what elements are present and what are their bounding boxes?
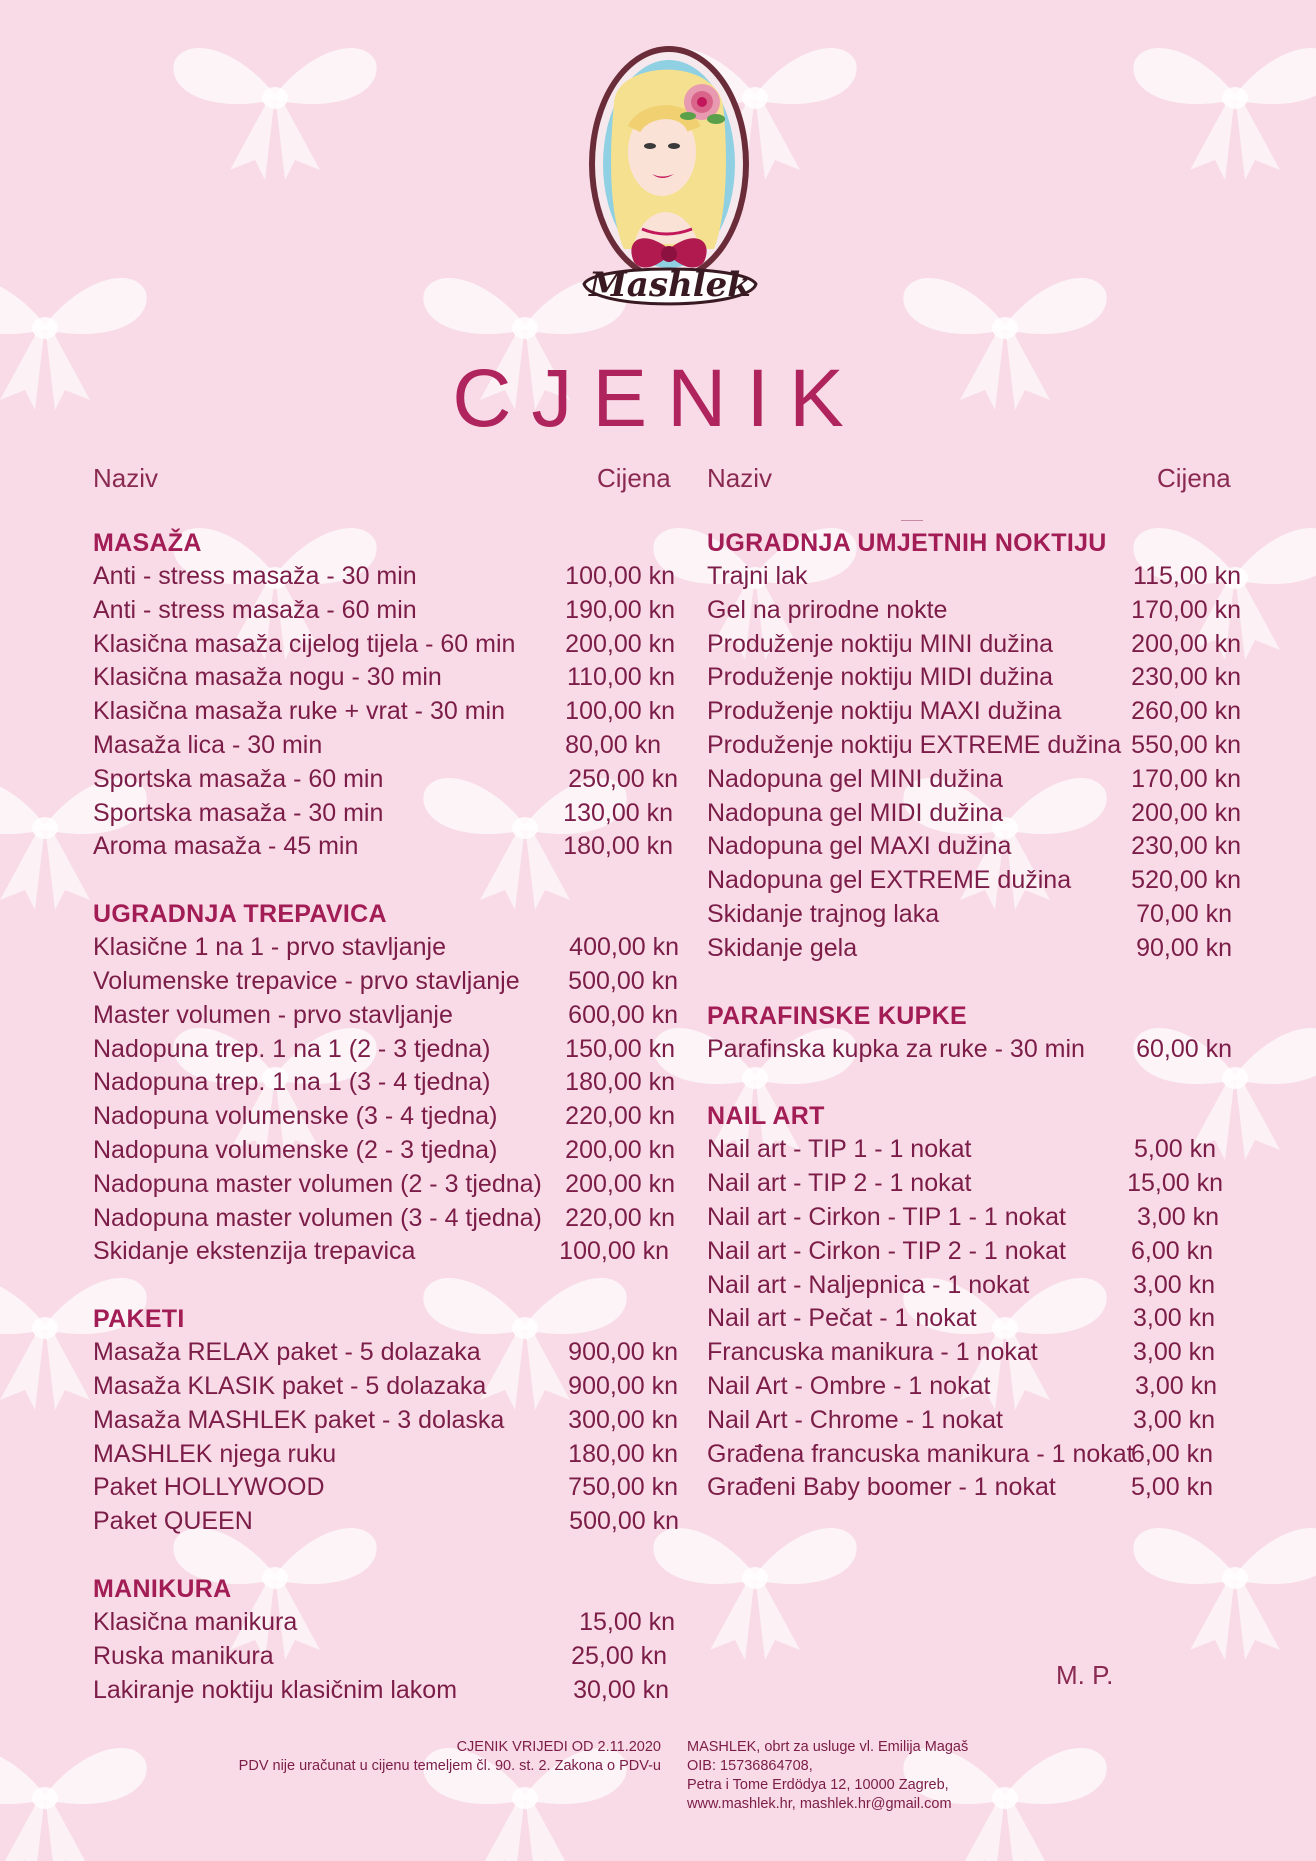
- item-name: Volumenske trepavice - prvo stavljanje: [93, 966, 520, 995]
- item-price: 100,00 kn: [559, 1237, 669, 1266]
- price-row: [93, 931, 685, 965]
- section-title: UGRADNJA UMJETNIH NOKTIJU: [707, 529, 1107, 557]
- item-price: 170,00 kn: [1131, 595, 1241, 624]
- item-price: 5,00 kn: [1130, 1473, 1213, 1502]
- item-name: Klasična masaža ruke + vrat - 30 min: [93, 697, 505, 726]
- section-title: NAIL ART: [707, 1102, 825, 1131]
- item-price: 130,00 kn: [563, 798, 673, 827]
- item-name: Sportska masaža - 60 min: [93, 764, 384, 793]
- item-price: 90,00 kn: [1136, 933, 1232, 962]
- logo-wordmark: Mashlek: [589, 265, 751, 305]
- item-price: 70,00 kn: [1136, 899, 1232, 928]
- price-row: [93, 1235, 685, 1269]
- price-row: [707, 1269, 1241, 1303]
- item-name: Nadopuna trep. 1 na 1 (2 - 3 tjedna): [93, 1034, 491, 1063]
- item-price: 3,00 kn: [1132, 1338, 1215, 1367]
- item-name: Parafinska kupka za ruke - 30 min: [707, 1034, 1085, 1063]
- price-row: [93, 1606, 685, 1640]
- item-price: 180,00 kn: [565, 1068, 675, 1097]
- price-row: [707, 830, 1241, 864]
- price-row: [93, 1438, 685, 1472]
- price-row: [93, 1640, 685, 1674]
- item-price: 900,00 kn: [568, 1371, 678, 1400]
- item-name: Građeni Baby boomer - 1 nokat: [707, 1473, 1056, 1502]
- item-price: 520,00 kn: [1131, 866, 1241, 895]
- item-price: 180,00 kn: [563, 832, 673, 861]
- item-name: Klasična masaža nogu - 30 min: [93, 663, 442, 692]
- price-row: [93, 1134, 685, 1168]
- item-name: Nail art - Pečat - 1 nokat: [707, 1304, 977, 1333]
- item-price: 3,00 kn: [1132, 1304, 1215, 1333]
- item-name: Nail art - Naljepnica - 1 nokat: [707, 1270, 1030, 1299]
- price-row: [707, 1133, 1241, 1167]
- item-name: Skidanje ekstenzija trepavica: [93, 1237, 416, 1266]
- pin-up-portrait-logo: [574, 34, 764, 344]
- item-price: 15,00 kn: [1127, 1169, 1223, 1198]
- price-row: [93, 797, 685, 831]
- footer-validity-note: [239, 1738, 661, 1776]
- section-manikura: [93, 1572, 685, 1707]
- price-row: [707, 1033, 1241, 1067]
- price-row: [707, 1235, 1241, 1269]
- price-row: [707, 763, 1241, 797]
- item-name: Nadopuna gel MAXI dužina: [707, 832, 1012, 861]
- item-price: 300,00 kn: [568, 1405, 678, 1434]
- price-row: [93, 965, 685, 999]
- item-name: Klasična masaža cijelog tijela - 60 min: [93, 629, 516, 658]
- item-name: Skidanje trajnog laka: [707, 899, 940, 928]
- item-price: 200,00 kn: [565, 629, 675, 658]
- item-name: Produženje noktiju EXTREME dužina: [707, 730, 1122, 759]
- price-row: [93, 1100, 685, 1134]
- price-row: [93, 594, 685, 628]
- price-row: [93, 830, 685, 864]
- item-name: Ruska manikura: [93, 1641, 274, 1670]
- item-name: Trajni lak: [707, 562, 808, 590]
- item-price: 230,00 kn: [1131, 663, 1241, 692]
- item-price: 100,00 kn: [565, 697, 675, 726]
- item-name: Masaža RELAX paket - 5 dolazaka: [93, 1338, 481, 1367]
- item-name: Nadopuna gel EXTREME dužina: [707, 866, 1072, 895]
- price-row: [707, 1438, 1241, 1472]
- price-row: [93, 729, 685, 763]
- price-row: [707, 1404, 1241, 1438]
- item-name: Nail art - Cirkon - TIP 2 - 1 nokat: [707, 1236, 1066, 1265]
- footer-line: OIB: 15736864708,: [687, 1758, 813, 1774]
- price-row: [707, 695, 1241, 729]
- item-price: 80,00 kn: [565, 730, 661, 759]
- section-title: MANIKURA: [93, 1574, 232, 1603]
- left-column-name-header: Naziv: [93, 463, 159, 493]
- item-name: Sportska masaža - 30 min: [93, 798, 384, 827]
- section-title: UGRADNJA TREPAVICA: [93, 900, 387, 929]
- item-name: Nadopuna master volumen (3 - 4 tjedna): [93, 1203, 542, 1232]
- item-name: Klasična manikura: [93, 1607, 298, 1636]
- item-price: 150,00 kn: [565, 1034, 675, 1063]
- item-name: Produženje noktiju MIDI dužina: [707, 663, 1054, 692]
- section-ugradnja-umjetnih-noktiju: [707, 526, 1241, 966]
- price-row: [707, 797, 1241, 831]
- item-name: Nail art - TIP 2 - 1 nokat: [707, 1169, 972, 1198]
- left-column-price-header: Cijena: [597, 463, 671, 493]
- price-row: [707, 1167, 1241, 1201]
- section-title: MASAŽA: [93, 529, 202, 557]
- item-name: Nail Art - Chrome - 1 nokat: [707, 1405, 1003, 1434]
- price-row: [707, 932, 1241, 966]
- item-name: Nadopuna volumenske (3 - 4 tjedna): [93, 1102, 498, 1131]
- right-price-column: [707, 526, 1241, 1538]
- item-name: Master volumen - prvo stavljanje: [93, 1000, 453, 1029]
- price-row: [93, 560, 685, 594]
- item-price: 500,00 kn: [568, 966, 678, 995]
- item-price: 600,00 kn: [568, 1000, 678, 1029]
- item-price: 6,00 kn: [1130, 1439, 1213, 1468]
- price-row: [93, 1471, 685, 1505]
- item-price: 25,00 kn: [571, 1641, 667, 1670]
- item-name: Skidanje gela: [707, 933, 858, 962]
- item-name: Masaža lica - 30 min: [93, 730, 323, 759]
- footer-business-info: [687, 1738, 968, 1814]
- section-title: PAKETI: [93, 1305, 185, 1334]
- item-name: Nail Art - Ombre - 1 nokat: [707, 1371, 991, 1400]
- price-row: [93, 999, 685, 1033]
- right-column-price-header: Cijena: [1157, 463, 1231, 493]
- footer-line: Petra i Tome Erdödya 12, 10000 Zagreb,: [687, 1777, 949, 1793]
- price-row: [93, 661, 685, 695]
- item-price: 250,00 kn: [568, 764, 678, 793]
- price-row: [93, 763, 685, 797]
- price-row: [93, 1202, 685, 1236]
- item-name: Nadopuna volumenske (2 - 3 tjedna): [93, 1135, 498, 1164]
- price-row: [93, 1336, 685, 1370]
- small-divider: [901, 520, 923, 521]
- item-price: 230,00 kn: [1131, 832, 1241, 861]
- price-row: [707, 1471, 1241, 1505]
- section-masaza: [93, 526, 685, 864]
- item-price: 200,00 kn: [565, 1169, 675, 1198]
- item-price: 110,00 kn: [567, 663, 675, 692]
- item-price: 3,00 kn: [1136, 1202, 1219, 1231]
- section-title: PARAFINSKE KUPKE: [707, 1001, 967, 1030]
- price-row: [93, 1066, 685, 1100]
- footer-line: MASHLEK, obrt za usluge vl. Emilija Magaš: [687, 1739, 969, 1755]
- item-name: Paket HOLLYWOOD: [93, 1473, 325, 1502]
- price-row: [707, 864, 1241, 898]
- price-row: [707, 898, 1241, 932]
- item-price: 3,00 kn: [1132, 1405, 1215, 1434]
- item-price: 900,00 kn: [568, 1338, 678, 1367]
- item-name: Lakiranje noktiju klasičnim lakom: [93, 1675, 458, 1704]
- item-price: 60,00 kn: [1136, 1034, 1232, 1063]
- item-price: 550,00 kn: [1131, 730, 1241, 759]
- item-price: 30,00 kn: [573, 1675, 669, 1704]
- section-ugradnja-trepavica: [93, 897, 685, 1269]
- item-name: Nail art - TIP 1 - 1 nokat: [707, 1135, 972, 1164]
- price-row: [707, 661, 1241, 695]
- item-price: 750,00 kn: [568, 1473, 678, 1502]
- item-price: 3,00 kn: [1132, 1270, 1215, 1299]
- section-nail-art: [707, 1099, 1241, 1505]
- section-parafinske-kupke: [707, 999, 1241, 1067]
- item-price: 5,00 kn: [1133, 1135, 1216, 1164]
- item-name: Produženje noktiju MINI dužina: [707, 629, 1054, 658]
- item-price: 220,00 kn: [565, 1102, 675, 1131]
- item-price: 190,00 kn: [565, 595, 675, 624]
- price-row: [707, 594, 1241, 628]
- item-name: Nail art - Cirkon - TIP 1 - 1 nokat: [707, 1202, 1066, 1231]
- price-row: [707, 1370, 1241, 1404]
- price-row: [93, 1404, 685, 1438]
- item-name: Anti - stress masaža - 30 min: [93, 562, 417, 590]
- item-price: 200,00 kn: [1131, 798, 1241, 827]
- item-price: 115,00 kn: [1133, 562, 1241, 590]
- price-row: [707, 1201, 1241, 1235]
- section-paketi: [93, 1302, 685, 1539]
- item-name: Nadopuna gel MIDI dužina: [707, 798, 1004, 827]
- item-price: 3,00 kn: [1134, 1371, 1217, 1400]
- item-price: 200,00 kn: [1131, 629, 1241, 658]
- footer-line: www.mashlek.hr, mashlek.hr@gmail.com: [687, 1796, 952, 1812]
- item-name: Anti - stress masaža - 60 min: [93, 595, 417, 624]
- item-price: 400,00 kn: [569, 933, 679, 962]
- item-price: 100,00 kn: [565, 562, 675, 590]
- left-price-column: [93, 526, 685, 1740]
- footer-line: PDV nije uračunat u cijenu temeljem čl. 90. st. 2. Zakona o PDV-u: [238, 1758, 661, 1774]
- price-row: [93, 695, 685, 729]
- price-row: [707, 1336, 1241, 1370]
- price-row: [707, 1302, 1241, 1336]
- item-name: Nadopuna trep. 1 na 1 (3 - 4 tjedna): [93, 1068, 491, 1097]
- item-name: Produženje noktiju MAXI dužina: [707, 697, 1062, 726]
- item-price: 6,00 kn: [1130, 1236, 1213, 1265]
- right-column-name-header: Naziv: [707, 463, 773, 493]
- item-name: Paket QUEEN: [93, 1507, 253, 1536]
- item-price: 180,00 kn: [568, 1439, 678, 1468]
- item-price: 220,00 kn: [565, 1203, 675, 1232]
- price-row: [93, 1674, 685, 1708]
- item-price: 260,00 kn: [1131, 697, 1241, 726]
- stamp-placeholder: M. P.: [1056, 1660, 1114, 1690]
- price-row: [707, 729, 1241, 763]
- price-row: [707, 628, 1241, 662]
- item-name: MASHLEK njega ruku: [93, 1439, 337, 1468]
- price-row: [93, 1370, 685, 1404]
- price-row: [93, 1505, 685, 1539]
- price-row: [93, 1033, 685, 1067]
- item-name: Masaža MASHLEK paket - 3 dolaska: [93, 1405, 505, 1434]
- item-price: 500,00 kn: [569, 1507, 679, 1536]
- item-name: Nadopuna gel MINI dužina: [707, 764, 1004, 793]
- item-name: Građena francuska manikura - 1 nokat: [707, 1439, 1134, 1468]
- item-name: Aroma masaža - 45 min: [93, 832, 359, 861]
- item-price: 15,00 kn: [579, 1607, 675, 1636]
- item-name: Nadopuna master volumen (2 - 3 tjedna): [93, 1169, 542, 1198]
- page-title: CJENIK: [452, 353, 864, 444]
- item-name: Klasične 1 na 1 - prvo stavljanje: [93, 933, 446, 962]
- item-name: Masaža KLASIK paket - 5 dolazaka: [93, 1371, 487, 1400]
- item-name: Gel na prirodne nokte: [707, 595, 948, 624]
- price-row: [93, 1168, 685, 1202]
- item-name: Francuska manikura - 1 nokat: [707, 1338, 1038, 1367]
- price-row: [707, 560, 1241, 594]
- item-price: 200,00 kn: [565, 1135, 675, 1164]
- price-row: [93, 628, 685, 662]
- footer-line: CJENIK VRIJEDI OD 2.11.2020: [456, 1739, 661, 1755]
- item-price: 170,00 kn: [1131, 764, 1241, 793]
